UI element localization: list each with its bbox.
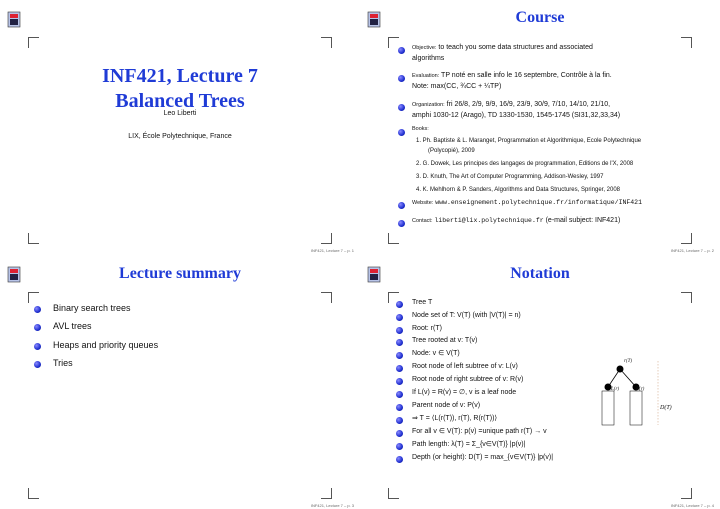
book-item: 1. Ph. Baptiste & L. Maranget, Programmation et Algorithmique, Ecole Polytechnique <box>416 138 642 144</box>
book-item: 3. D. Knuth, The Art of Computer Programming, Addison-Wesley, 1997 <box>416 174 604 180</box>
bullet-icon <box>34 306 41 313</box>
notation-item: Root: r(T) <box>412 325 442 332</box>
corner-mark <box>28 233 39 244</box>
notation-item: If L(v) = R(v) = ∅, v is a leaf node <box>412 389 517 396</box>
bullet-icon <box>398 75 405 82</box>
diagram-right-label: R(r) <box>636 387 645 392</box>
corner-mark <box>28 37 39 48</box>
bullet-icon <box>396 365 403 372</box>
website-line: Website: www.enseignement.polytechnique.fr/informatique/INF421 <box>412 199 642 206</box>
book-item-cont: (Polycopié), 2009 <box>428 148 475 154</box>
corner-mark <box>388 37 399 48</box>
bullet-icon <box>396 301 403 308</box>
notation-item: Path length: λ(T) = Σ_{v∈V(T)} |p(v)| <box>412 441 526 448</box>
bullet-icon <box>396 443 403 450</box>
organization-line-2: amphi 1030-12 (Arago), TD 1330-1530, 1545-1745 (SI31,32,33,34) <box>412 112 621 119</box>
corner-mark <box>681 488 692 499</box>
page-footer: INF421, Lecture 7 – p. 1 <box>310 248 354 253</box>
notation-item: Tree rooted at v: T(v) <box>412 337 478 344</box>
corner-mark <box>681 292 692 303</box>
slide-2 <box>360 0 720 254</box>
summary-item: Heaps and priority queues <box>53 340 159 350</box>
bullet-icon <box>396 456 403 463</box>
note-formula: Note: max(CC, ¾CC + ¼TP) <box>412 83 502 90</box>
slide-title: Lecture summary <box>119 265 241 282</box>
diagram-left-label: L(r) <box>611 387 620 392</box>
slide-1 <box>0 0 360 254</box>
objective-line: Objective: to teach you some data structures and associated <box>412 44 593 51</box>
diagram-depth-label: D(T) <box>660 405 672 411</box>
corner-mark <box>28 488 39 499</box>
summary-item: Tries <box>53 358 73 368</box>
contact-email-link[interactable]: liberti@lix.polytechnique.fr <box>434 217 544 224</box>
notation-item: Root node of right subtree of v: R(v) <box>412 376 524 383</box>
page-footer: INF421, Lecture 7 – p. 4 <box>670 503 714 508</box>
corner-mark <box>321 488 332 499</box>
website-link[interactable]: www.enseignement.polytechnique.fr/informatique/INF421 <box>435 199 642 206</box>
evaluation-line: Evaluation: TP noté en salle info le 16 septembre, Contrôle à la fin. <box>412 72 612 79</box>
bullet-icon <box>396 404 403 411</box>
corner-mark <box>388 488 399 499</box>
slide-4 <box>360 255 720 509</box>
lecture-subtitle: Balanced Trees <box>115 90 245 112</box>
book-item: 4. K. Mehlhorn & P. Sanders, Algorithms and Data Structures, Springer, 2008 <box>416 187 621 193</box>
lecture-title: INF421, Lecture 7 <box>102 65 258 87</box>
bullet-icon <box>396 339 403 346</box>
summary-item: Binary search trees <box>53 303 131 313</box>
bullet-icon <box>34 343 41 350</box>
bullet-icon <box>398 104 405 111</box>
bullet-icon <box>396 327 403 334</box>
bullet-icon <box>396 352 403 359</box>
bullet-icon <box>34 324 41 331</box>
bullet-icon <box>396 378 403 385</box>
notation-item: Parent node of v: P(v) <box>412 402 481 409</box>
page-footer: INF421, Lecture 7 – p. 3 <box>310 503 354 508</box>
slide-title: Course <box>515 9 565 26</box>
book-item: 2. G. Dowek, Les principes des langages de programmation, Editions de l'X, 2008 <box>416 161 634 167</box>
organization-line: Organization: fri 26/8, 2/9, 9/9, 16/9, 23/9, 30/9, 7/10, 14/10, 21/10, <box>412 101 611 108</box>
bullet-icon <box>398 47 405 54</box>
notation-item: Node set of T: V(T) (with |V(T)| = n) <box>412 312 521 319</box>
author: Leo Liberti <box>163 110 197 117</box>
bullet-icon <box>396 430 403 437</box>
notation-item: Depth (or height): D(T) = max_{v∈V(T)} |p(v)| <box>412 454 554 461</box>
notation-item: Root node of left subtree of v: L(v) <box>412 363 518 370</box>
corner-mark <box>321 37 332 48</box>
notation-item: Tree T <box>412 299 433 306</box>
school-logo-icon <box>7 11 21 28</box>
corner-mark <box>321 233 332 244</box>
affiliation: LIX, École Polytechnique, France <box>128 133 232 140</box>
diagram-root-label: r(T) <box>624 359 633 364</box>
corner-mark <box>321 292 332 303</box>
corner-mark <box>681 37 692 48</box>
books-label: Books: <box>412 126 429 132</box>
corner-mark <box>388 233 399 244</box>
notation-item: Node: v ∈ V(T) <box>412 350 460 357</box>
corner-mark <box>28 292 39 303</box>
bullet-icon <box>396 417 403 424</box>
corner-mark <box>681 233 692 244</box>
bullet-icon <box>396 391 403 398</box>
bullet-icon <box>34 361 41 368</box>
book-list <box>416 136 641 195</box>
bullet-icon <box>398 220 405 227</box>
bullet-icon <box>398 129 405 136</box>
objective-line-2: algorithms <box>412 55 445 62</box>
tree-diagram <box>600 359 700 431</box>
page-footer: INF421, Lecture 7 – p. 2 <box>670 248 714 253</box>
bullet-icon <box>398 202 405 209</box>
slide-title: Notation <box>510 265 570 282</box>
bullet-icon <box>396 314 403 321</box>
slide-3 <box>0 255 360 509</box>
contact-line: Contact: liberti@lix.polytechnique.fr (e-mail subject: INF421) <box>412 217 621 224</box>
notation-item: ⇒ T = ⟨L(r(T)), r(T), R(r(T))⟩ <box>412 415 498 422</box>
notation-item: For all v ∈ V(T): p(v) =unique path r(T) → v <box>412 428 547 435</box>
summary-item: AVL trees <box>53 321 92 331</box>
